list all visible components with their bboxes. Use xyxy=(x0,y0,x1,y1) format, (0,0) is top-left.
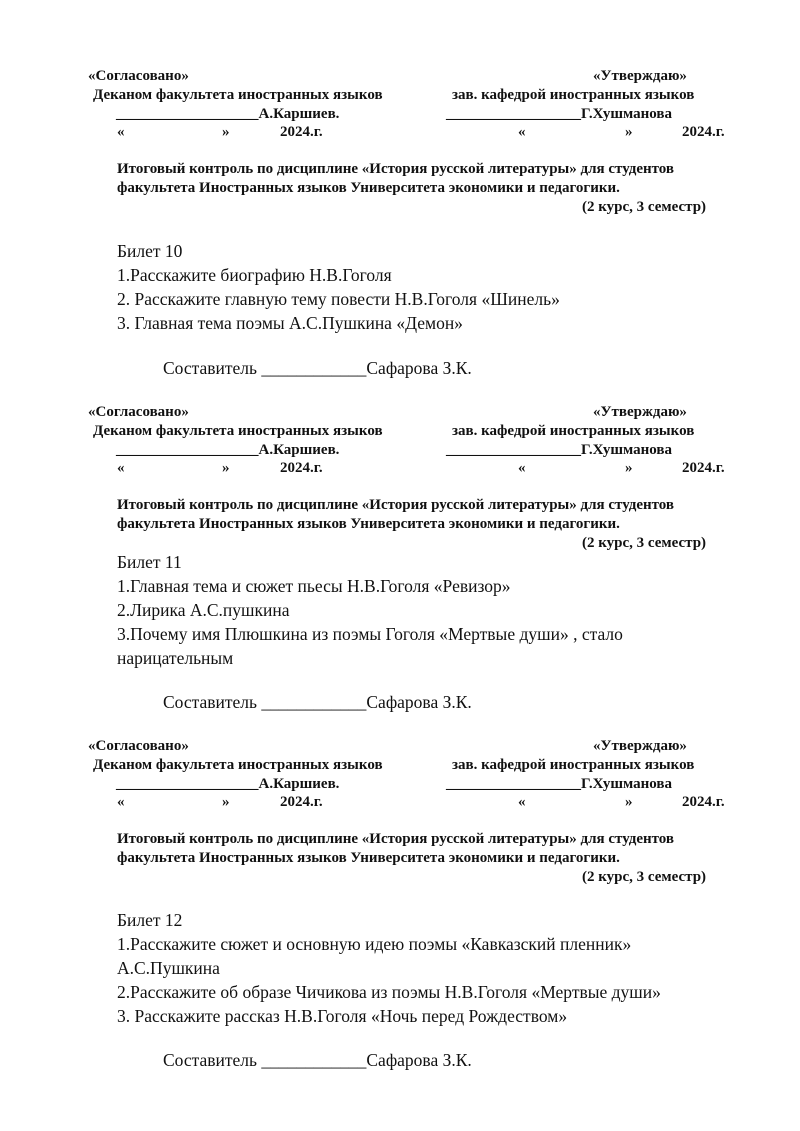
approval-right-title: «Утверждаю» xyxy=(593,404,687,420)
dean-signature: ___________________А.Каршиев. xyxy=(116,106,340,122)
approval-right-title: «Утверждаю» xyxy=(593,738,687,754)
question-3: 3. Главная тема поэмы А.С.Пушкина «Демон» xyxy=(117,313,463,333)
approval-left-title: «Согласовано» xyxy=(88,404,189,420)
left-year: 2024.г. xyxy=(280,794,323,810)
right-year: 2024.г. xyxy=(682,460,725,476)
left-year: 2024.г. xyxy=(280,124,323,140)
head-of-department-role: зав. кафедрой иностранных языков xyxy=(452,423,695,439)
dean-role: Деканом факультета иностранных языков xyxy=(93,87,383,103)
ticket-12-block xyxy=(0,670,800,1070)
question-3-continued: нарицательным xyxy=(117,648,234,668)
approval-left-title: «Согласовано» xyxy=(88,738,189,754)
left-date-close-quote: » xyxy=(222,794,230,810)
dean-signature: ___________________А.Каршиев. xyxy=(116,442,340,458)
control-title-line1: Итоговый контроль по дисциплине «История русской литературы» для студентов xyxy=(117,161,675,177)
dean-role: Деканом факультета иностранных языков xyxy=(93,757,383,773)
right-date-close-quote: » xyxy=(625,124,633,140)
right-date-close-quote: » xyxy=(625,460,633,476)
question-3: 3. Расскажите рассказ Н.В.Гоголя «Ночь перед Рождеством» xyxy=(117,1006,568,1026)
question-2: 2.Лирика А.С.пушкина xyxy=(117,600,290,620)
right-date-close-quote: » xyxy=(625,794,633,810)
course-semester: (2 курс, 3 семестр) xyxy=(582,199,707,215)
ticket-10-block xyxy=(0,0,800,378)
question-2: 2. Расскажите главную тему повести Н.В.Гоголя «Шинель» xyxy=(117,289,560,309)
right-year: 2024.г. xyxy=(682,124,725,140)
dean-signature: ___________________А.Каршиев. xyxy=(116,776,340,792)
dean-role: Деканом факультета иностранных языков xyxy=(93,423,383,439)
head-signature: __________________Г.Хушманова xyxy=(446,442,673,458)
control-title-line2: факультета Иностранных языков Университета экономики и педагогики. xyxy=(117,850,620,866)
question-1: 1.Главная тема и сюжет пьесы Н.В.Гоголя «Ревизор» xyxy=(117,576,511,596)
question-1: 1.Расскажите биографию Н.В.Гоголя xyxy=(117,265,392,285)
right-date-open-quote: « xyxy=(518,794,526,810)
head-signature: __________________Г.Хушманова xyxy=(446,106,673,122)
control-title-line2: факультета Иностранных языков Университета экономики и педагогики. xyxy=(117,180,620,196)
right-date-open-quote: « xyxy=(518,124,526,140)
question-1-continued: А.С.Пушкина xyxy=(117,958,220,978)
ticket-11-block xyxy=(0,336,800,712)
question-2: 2.Расскажите об образе Чичикова из поэмы Н.В.Гоголя «Мертвые души» xyxy=(117,982,661,1002)
left-date-open-quote: « xyxy=(117,794,125,810)
head-of-department-role: зав. кафедрой иностранных языков xyxy=(452,87,695,103)
ticket-number: Билет 10 xyxy=(117,241,183,261)
right-date-open-quote: « xyxy=(518,460,526,476)
course-semester: (2 курс, 3 семестр) xyxy=(582,869,707,885)
ticket-number: Билет 12 xyxy=(117,910,183,930)
approval-left-title: «Согласовано» xyxy=(88,68,189,84)
left-date-open-quote: « xyxy=(117,460,125,476)
left-date-close-quote: » xyxy=(222,124,230,140)
left-date-open-quote: « xyxy=(117,124,125,140)
compiler-line: Составитель ____________Сафарова З.К. xyxy=(163,358,472,378)
approval-right-title: «Утверждаю» xyxy=(593,68,687,84)
control-title-line2: факультета Иностранных языков Университета экономики и педагогики. xyxy=(117,516,620,532)
course-semester: (2 курс, 3 семестр) xyxy=(582,535,707,551)
control-title-line1: Итоговый контроль по дисциплине «История русской литературы» для студентов xyxy=(117,831,675,847)
compiler-line: Составитель ____________Сафарова З.К. xyxy=(163,692,472,712)
control-title-line1: Итоговый контроль по дисциплине «История русской литературы» для студентов xyxy=(117,497,675,513)
left-date-close-quote: » xyxy=(222,460,230,476)
question-3: 3.Почему имя Плюшкина из поэмы Гоголя «Мертвые души» , стало xyxy=(117,624,623,644)
right-year: 2024.г. xyxy=(682,794,725,810)
head-signature: __________________Г.Хушманова xyxy=(446,776,673,792)
ticket-number: Билет 11 xyxy=(117,552,182,572)
compiler-line: Составитель ____________Сафарова З.К. xyxy=(163,1050,472,1070)
left-year: 2024.г. xyxy=(280,460,323,476)
question-1: 1.Расскажите сюжет и основную идею поэмы «Кавказский пленник» xyxy=(117,934,632,954)
head-of-department-role: зав. кафедрой иностранных языков xyxy=(452,757,695,773)
